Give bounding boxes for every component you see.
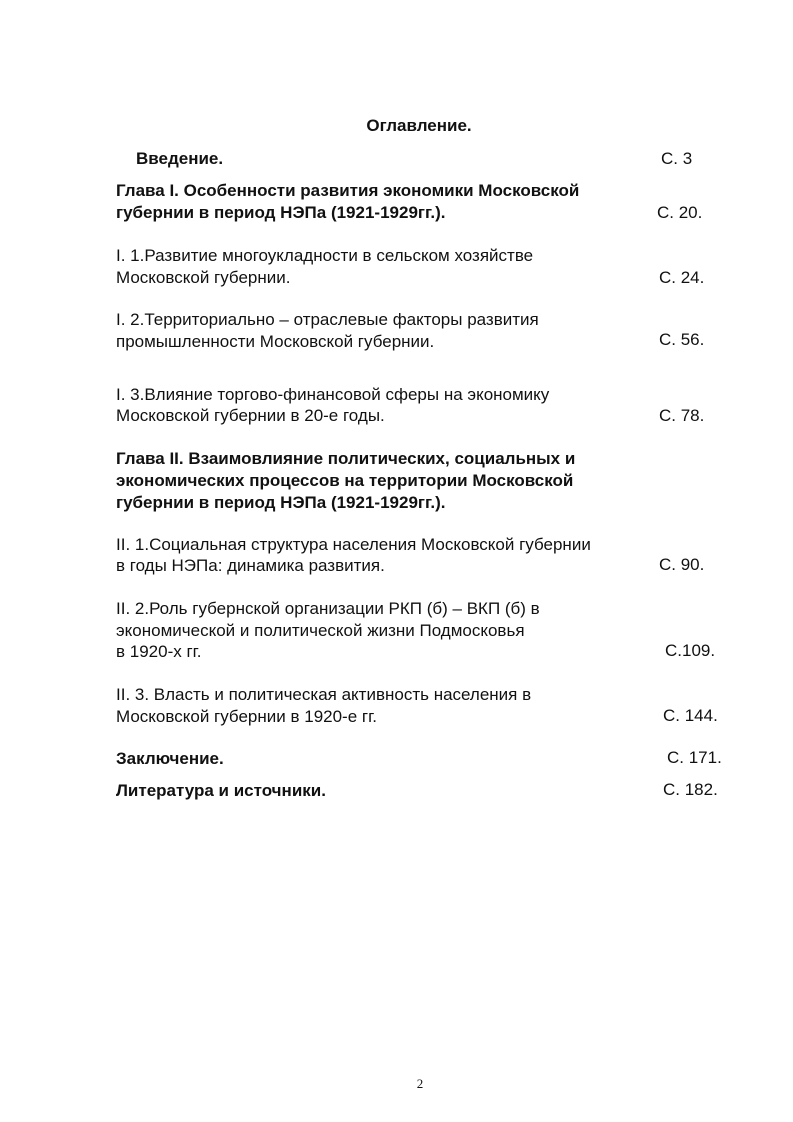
toc-entry-chapter-1-line-2: губернии в период НЭПа (1921-1929гг.). [116,203,446,222]
toc-page-introduction: С. 3 [661,149,693,168]
toc-entry-section-2-1-line-2: в годы НЭПа: динамика развития. [116,556,385,575]
page-number: 2 [416,1076,424,1091]
toc-entry-section-1-2-line-2: промышленности Московской губернии. [116,332,435,351]
toc-entry-introduction: Введение. [136,149,224,168]
toc-entry-section-1-1-line-1: I. 1.Развитие многоукладности в сельском хозяйстве [116,246,534,265]
toc-page-section-2-2: С.109. [665,641,716,660]
toc-entry-bibliography: Литература и источники. [116,781,326,800]
toc-entry-section-2-2-line-1: II. 2.Роль губернской организации РКП (б) – ВКП (б) в [116,599,540,618]
toc-entry-section-2-3-line-2: Московской губернии в 1920-е гг. [116,707,377,726]
toc-entry-section-2-2-line-3: в 1920-х гг. [116,642,202,661]
toc-entry-section-1-3-line-1: I. 3.Влияние торгово-финансовой сферы на экономику [116,385,550,404]
toc-entry-section-1-1-line-2: Московской губернии. [116,268,291,287]
toc-title: Оглавление. [366,116,472,135]
toc-entry-conclusion: Заключение. [116,749,224,768]
toc-entry-chapter-1-line-1: Глава I. Особенности развития экономики Московской [116,181,580,200]
toc-page-conclusion: С. 171. [667,748,722,767]
toc-entry-chapter-2-line-2: экономических процессов на территории Московской [116,471,574,490]
toc-page-bibliography: С. 182. [663,780,718,799]
toc-page-chapter-1: С. 20. [657,203,703,222]
toc-page-section-2-1: С. 90. [659,555,705,574]
toc-entry-section-1-3-line-2: Московской губернии в 20-е годы. [116,406,385,425]
toc-page-section-1-3: С. 78. [659,406,705,425]
toc-page-section-2-3: С. 144. [663,706,718,725]
toc-entry-section-2-3-line-1: II. 3. Власть и политическая активность населения в [116,685,532,704]
toc-page-section-1-2: С. 56. [659,330,705,349]
toc-entry-chapter-2-line-3: губернии в период НЭПа (1921-1929гг.). [116,493,446,512]
toc-entry-section-2-2-line-2: экономической и политической жизни Подмосковья [116,621,525,640]
toc-page-section-1-1: С. 24. [659,268,705,287]
toc-entry-section-2-1-line-1: II. 1.Социальная структура населения Московской губернии [116,535,591,554]
toc-entry-section-1-2-line-1: I. 2.Территориально – отраслевые факторы развития [116,310,539,329]
toc-entry-chapter-2-line-1: Глава II. Взаимовлияние политических, социальных и [116,449,576,468]
